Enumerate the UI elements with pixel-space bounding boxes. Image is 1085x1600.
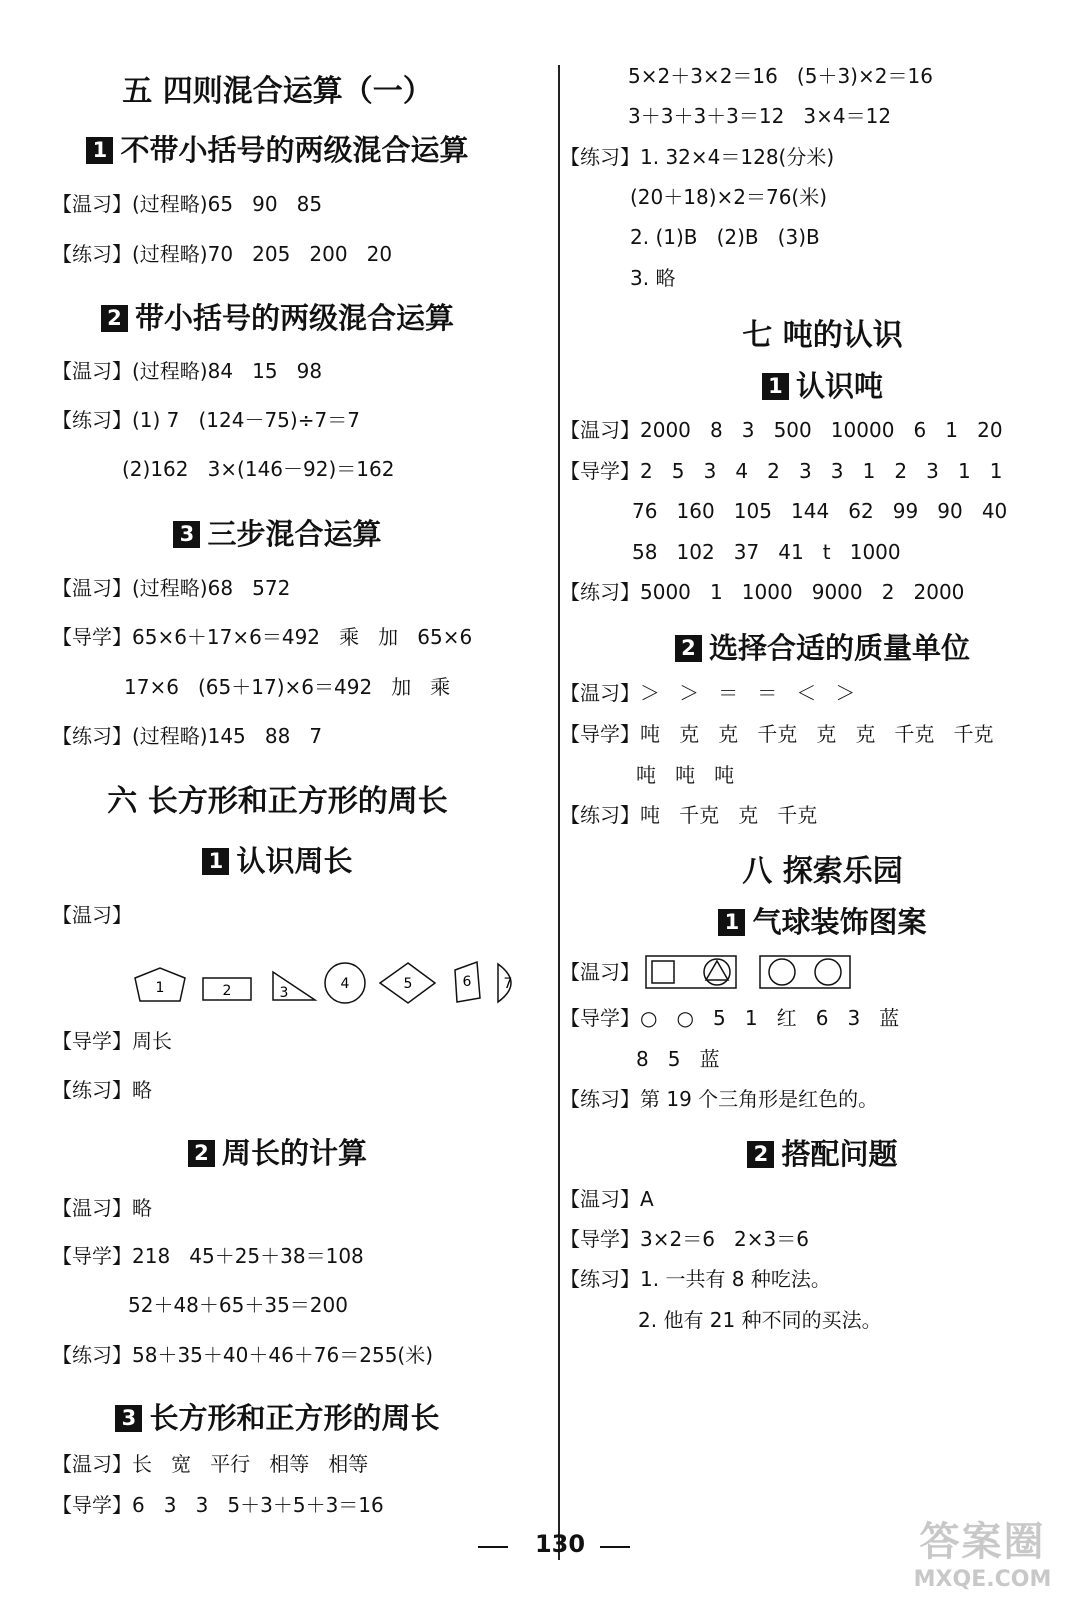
answer-line: 【练习】1. 一共有 8 种吃法。 (560, 1267, 831, 1291)
perimeter-shapes (130, 958, 530, 1008)
page-number-dash (600, 1546, 630, 1548)
answer-line: 【练习】略 (52, 1078, 152, 1102)
answer-line: 【温习】 (52, 903, 132, 927)
answer-line: 3＋3＋3＋3＝12 3×4＝12 (628, 104, 892, 128)
section-5-3-heading (0, 512, 555, 553)
shape-label: 6 (462, 974, 472, 990)
answer-line: 吨 吨 吨 (636, 763, 735, 787)
section-5-1-heading (0, 128, 555, 169)
answer-line: 2. 他有 21 种不同的买法。 (638, 1308, 882, 1332)
section-6-1-heading (0, 839, 555, 880)
answer-line: 【导学】周长 (52, 1029, 172, 1053)
answer-line: 【导学】218 45＋25＋38＝108 (52, 1244, 364, 1268)
answer-line: 2. (1)B (2)B (3)B (630, 225, 820, 249)
answer-line: 【导学】吨 克 克 千克 克 克 千克 千克 (560, 722, 994, 746)
shape-label: 2 (222, 983, 232, 999)
watermark (895, 1510, 1070, 1592)
section-title: 选择合适的质量单位 (708, 631, 970, 665)
section-title: 长方形和正方形的周长 (149, 1401, 440, 1435)
section-7-2-heading (560, 626, 1085, 667)
section-title: 不带小括号的两级混合运算 (120, 133, 469, 167)
section-title: 带小括号的两级混合运算 (134, 301, 454, 335)
section-8-2-heading (560, 1132, 1085, 1173)
square-icon (652, 961, 674, 983)
shape-label: 5 (403, 976, 413, 992)
answer-line: 3. 略 (630, 266, 676, 290)
answer-line: 【练习】吨 千克 克 千克 (560, 803, 818, 827)
section-number-badge: 3 (115, 1405, 142, 1432)
answer-line: 【练习】(过程略)145 88 7 (52, 724, 323, 748)
section-number-badge: 2 (188, 1140, 215, 1167)
answer-line: (20＋18)×2＝76(米) (630, 185, 828, 209)
answer-line: 【练习】(1) 7 (124－75)÷7＝7 (52, 408, 360, 432)
section-title: 周长的计算 (221, 1136, 367, 1170)
circle-icon (704, 959, 730, 985)
triangle-icon (706, 961, 728, 980)
answer-line: 【温习】略 (52, 1196, 152, 1220)
answer-line: 【练习】5000 1 1000 9000 2 2000 (560, 580, 965, 604)
section-title: 认识周长 (236, 844, 353, 878)
chapter-8-title: 八 探索乐园 (742, 854, 903, 889)
chapter-6-title: 六 长方形和正方形的周长 (107, 784, 448, 819)
pattern-box (760, 956, 850, 988)
watermark-url: MXQE.COM (913, 1567, 1052, 1592)
shape-label: 1 (155, 980, 165, 996)
section-number-badge: 1 (202, 848, 229, 875)
answer-line: 【导学】○ ○ 5 1 红 6 3 蓝 (560, 1006, 900, 1030)
section-number-badge: 2 (101, 305, 128, 332)
section-title: 三步混合运算 (207, 517, 382, 551)
answer-line: 【练习】第 19 个三角形是红色的。 (560, 1087, 879, 1111)
answer-line: 【导学】6 3 3 5＋3＋5＋3＝16 (52, 1493, 384, 1517)
balloon-pattern (644, 953, 854, 993)
answer-line: 76 160 105 144 62 99 90 40 (632, 499, 1008, 523)
section-number-badge: 2 (747, 1141, 774, 1168)
circle-icon (815, 959, 841, 985)
section-5-2-heading (0, 296, 555, 337)
answer-line: 【练习】58＋35＋40＋46＋76＝255(米) (52, 1343, 434, 1367)
answer-line: 【温习】(过程略)84 15 98 (52, 359, 323, 383)
section-8-1-heading (560, 900, 1085, 941)
chapter-5-title: 五 四则混合运算（一） (122, 74, 433, 109)
section-title: 认识吨 (795, 369, 883, 403)
answer-line: 58 102 37 41 t 1000 (632, 540, 901, 564)
answer-line: 【温习】＞ ＞ ＝ ＝ ＜ ＞ (560, 681, 856, 705)
answer-line: 【导学】2 5 3 4 2 3 3 1 2 3 1 1 (560, 459, 1003, 483)
section-number-badge: 1 (86, 137, 113, 164)
section-number-badge: 3 (173, 521, 200, 548)
shape-label: 3 (279, 985, 289, 1001)
circle-icon (769, 959, 795, 985)
answer-line: 【导学】65×6＋17×6＝492 乘 加 65×6 (52, 625, 473, 649)
chapter-7-title: 七 吨的认识 (742, 318, 903, 353)
section-7-1-heading (560, 364, 1085, 405)
answer-line: 【导学】3×2＝6 2×3＝6 (560, 1227, 809, 1251)
answer-line: 【温习】A (560, 1187, 654, 1211)
answer-line: 8 5 蓝 (636, 1047, 720, 1071)
answer-line: 【练习】1. 32×4＝128(分米) (560, 145, 835, 169)
answer-line: 【温习】长 宽 平行 相等 相等 (52, 1452, 369, 1476)
section-number-badge: 1 (718, 909, 745, 936)
answer-line: 【练习】(过程略)70 205 200 20 (52, 242, 393, 266)
answer-line: 5×2＋3×2＝16 (5＋3)×2＝16 (628, 64, 933, 88)
section-6-3-heading (0, 1396, 555, 1437)
answer-line: 【温习】(过程略)68 572 (52, 576, 291, 600)
answer-line: 52＋48＋65＋35＝200 (128, 1293, 348, 1317)
section-title: 气球装饰图案 (752, 905, 927, 939)
section-title: 搭配问题 (781, 1137, 898, 1171)
answer-line: 17×6 (65＋17)×6＝492 加 乘 (124, 675, 451, 699)
shape-label: 4 (340, 976, 350, 992)
answer-line: (2)162 3×(146－92)＝162 (122, 457, 395, 481)
page-number: 130 (534, 1530, 586, 1558)
answer-line: 【温习】2000 8 3 500 10000 6 1 20 (560, 418, 1003, 442)
answer-line: 【温习】(过程略)65 90 85 (52, 192, 323, 216)
section-6-2-heading (0, 1131, 555, 1172)
answer-line: 【温习】 (560, 960, 640, 984)
watermark-logo-text: 答案圈 (919, 1519, 1046, 1565)
section-number-badge: 1 (762, 373, 789, 400)
shape-label: 7 (503, 976, 513, 992)
section-number-badge: 2 (675, 635, 702, 662)
